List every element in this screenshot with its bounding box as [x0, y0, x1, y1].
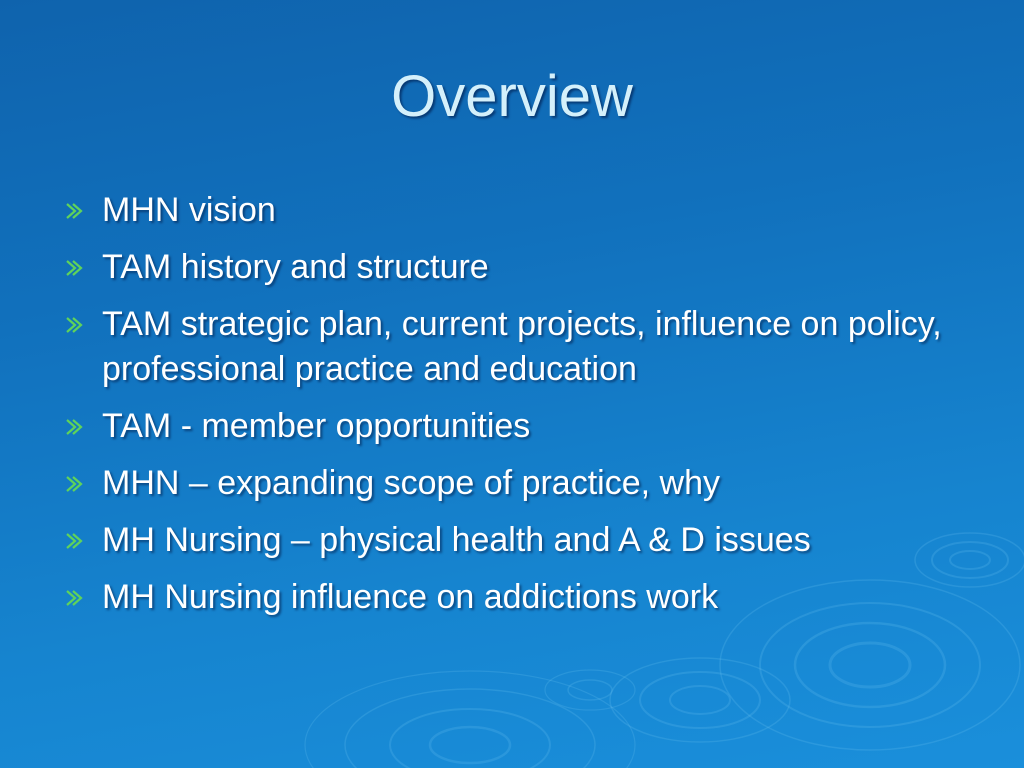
bullet-text: MH Nursing influence on addictions work	[102, 578, 719, 616]
list-item	[58, 518, 958, 563]
bullet-text: TAM strategic plan, current projects, influence on policy, professional practice and education	[102, 305, 942, 388]
bullet-text: TAM - member opportunities	[102, 407, 531, 445]
chevron-right-icon	[64, 474, 84, 494]
chevron-right-icon	[64, 531, 84, 551]
list-item	[58, 188, 958, 233]
list-item	[58, 575, 958, 620]
chevron-right-icon	[64, 315, 84, 335]
list-item	[58, 245, 958, 290]
bullet-text: TAM history and structure	[102, 248, 489, 286]
bullet-text: MHN vision	[102, 191, 276, 229]
slide-title: Overview	[391, 64, 633, 129]
list-item	[58, 302, 958, 392]
chevron-right-icon	[64, 201, 84, 221]
chevron-right-icon	[64, 258, 84, 278]
chevron-right-icon	[64, 417, 84, 437]
bullet-text: MH Nursing – physical health and A & D issues	[102, 521, 811, 559]
list-item	[58, 404, 958, 449]
bullet-list	[58, 188, 958, 632]
chevron-right-icon	[64, 588, 84, 608]
bullet-text: MHN – expanding scope of practice, why	[102, 464, 720, 502]
list-item	[58, 461, 958, 506]
